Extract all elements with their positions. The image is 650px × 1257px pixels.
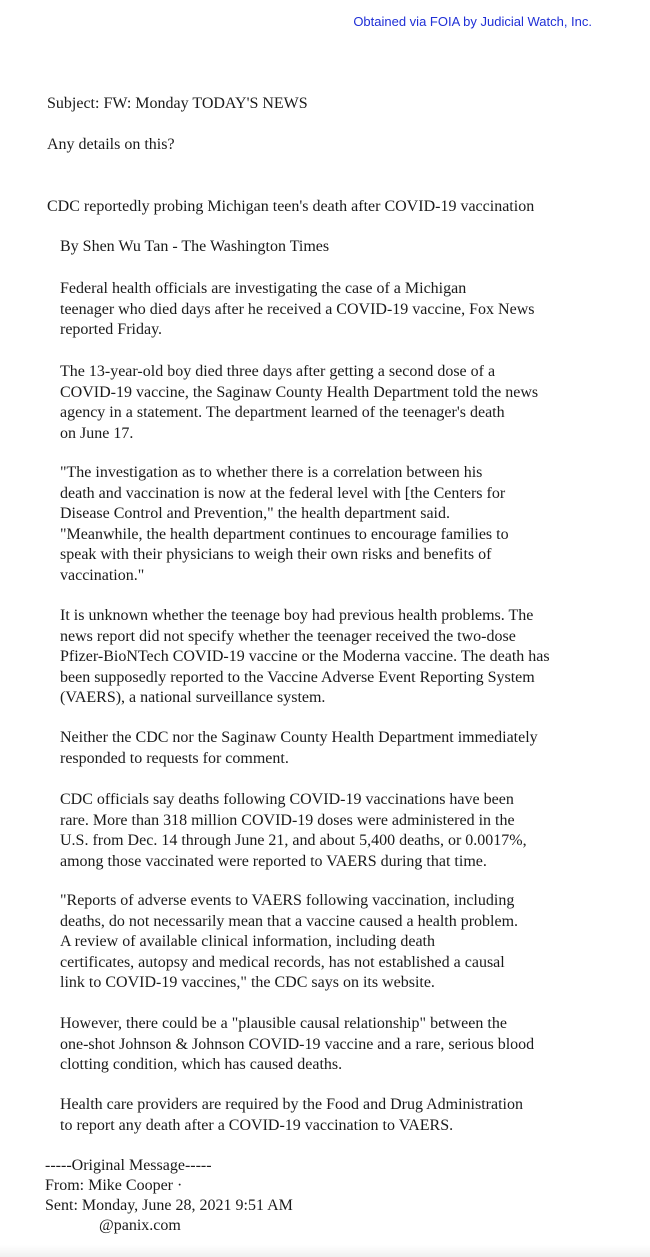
text-line: on June 17. xyxy=(60,424,134,442)
text-line: link to COVID-19 vaccines," the CDC says on its website. xyxy=(60,974,435,991)
article-paragraph-6 xyxy=(60,790,527,872)
text-line: The 13-year-old boy died three days after getting a second dose of a xyxy=(60,363,496,380)
email-sent: Sent: Monday, June 28, 2021 9:51 AM xyxy=(45,1197,293,1214)
text-line: CDC officials say deaths following COVID-19 vaccinations have been xyxy=(60,791,514,808)
email-subject: Subject: FW: Monday TODAY'S NEWS xyxy=(47,95,308,112)
text-line: Federal health officials are investigating the case of a Michigan xyxy=(60,280,467,297)
text-line: certificates, autopsy and medical records, has not established a causal xyxy=(60,953,505,971)
text-line: Neither the CDC nor the Saginaw County Health Department immediately xyxy=(60,729,538,746)
email-header-block xyxy=(45,1156,293,1236)
email-address: @panix.com xyxy=(99,1217,181,1234)
article-byline: By Shen Wu Tan - The Washington Times xyxy=(60,238,330,255)
text-line: teenager who died days after he received a COVID-19 vaccine, Fox News xyxy=(60,300,535,318)
text-line: However, there could be a "plausible causal relationship" between the xyxy=(60,1015,507,1032)
text-line: clotting condition, which has caused deaths. xyxy=(60,1056,343,1073)
scan-edge-shadow xyxy=(0,1245,650,1257)
email-question: Any details on this? xyxy=(47,136,175,153)
text-line: to report any death after a COVID-19 vaccination to VAERS. xyxy=(60,1116,454,1134)
original-message-separator: -----Original Message----- xyxy=(45,1157,212,1174)
text-line: It is unknown whether the teenage boy had previous health problems. The xyxy=(60,607,534,624)
text-line: (VAERS), a national surveillance system. xyxy=(60,689,326,706)
text-line: deaths, do not necessarily mean that a vaccine caused a health problem. xyxy=(60,912,519,930)
email-from: From: Mike Cooper · xyxy=(45,1177,183,1194)
text-line: been supposedly reported to the Vaccine Adverse Event Reporting System xyxy=(60,668,535,686)
article-paragraph-7 xyxy=(60,891,518,994)
text-line: vaccination." xyxy=(60,566,145,584)
article-paragraph-4 xyxy=(60,606,550,709)
article-paragraph-8 xyxy=(60,1014,534,1076)
text-line: Disease Control and Prevention," the health department said. xyxy=(60,505,450,522)
text-line: among those vaccinated were reported to VAERS during that time. xyxy=(60,852,487,870)
foia-watermark: Obtained via FOIA by Judicial Watch, Inc. xyxy=(353,14,592,29)
text-line: news report did not specify whether the teenager received the two-dose xyxy=(60,627,516,645)
text-line: "The investigation as to whether there is a correlation between his xyxy=(60,464,483,481)
text-line: rare. More than 318 million COVID-19 doses were administered in the xyxy=(60,811,515,829)
text-line: Pfizer-BioNTech COVID-19 vaccine or the Moderna vaccine. The death has xyxy=(60,648,550,665)
text-line: reported Friday. xyxy=(60,321,163,338)
text-line: death and vaccination is now at the federal level with [the Centers for xyxy=(60,484,506,502)
article-paragraph-3 xyxy=(60,463,509,586)
article-paragraph-5 xyxy=(60,728,538,769)
text-line: agency in a statement. The department learned of the teenager's death xyxy=(60,404,505,421)
text-line: responded to requests for comment. xyxy=(60,749,289,767)
text-line: U.S. from Dec. 14 through June 21, and about 5,400 deaths, or 0.0017%, xyxy=(60,832,527,849)
text-line: "Reports of adverse events to VAERS following vaccination, including xyxy=(60,892,515,909)
article-headline: CDC reportedly probing Michigan teen's death after COVID-19 vaccination xyxy=(47,198,535,215)
text-line: COVID-19 vaccine, the Saginaw County Health Department told the news xyxy=(60,383,539,401)
text-line: speak with their physicians to weigh their own risks and benefits of xyxy=(60,546,492,563)
text-line: "Meanwhile, the health department continues to encourage families to xyxy=(60,525,509,543)
text-line: one-shot Johnson & Johnson COVID-19 vaccine and a rare, serious blood xyxy=(60,1035,535,1053)
article-paragraph-2 xyxy=(60,362,538,444)
article-paragraph-9 xyxy=(60,1095,523,1136)
article-paragraph-1 xyxy=(60,279,534,341)
text-line: Health care providers are required by the Food and Drug Administration xyxy=(60,1096,523,1113)
text-line: A review of available clinical information, including death xyxy=(60,933,435,950)
